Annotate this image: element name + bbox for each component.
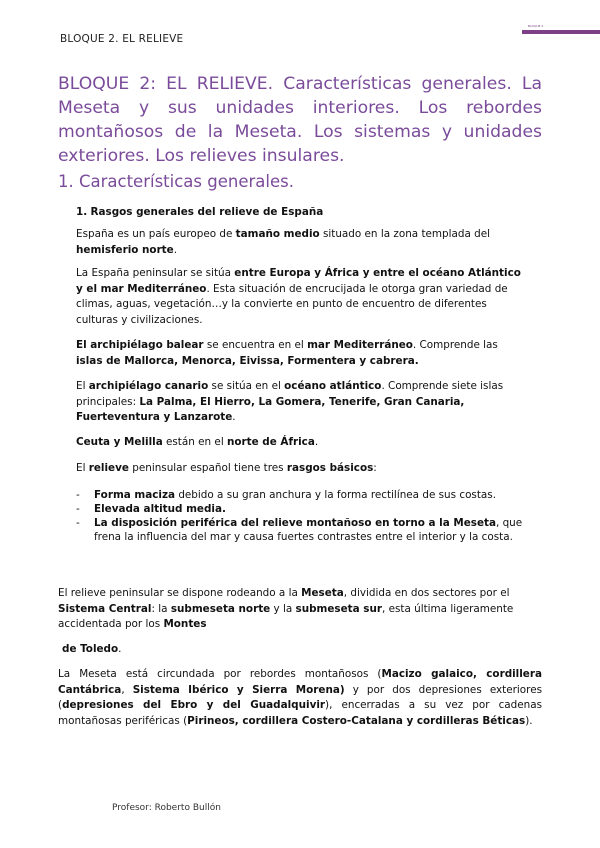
p9-bold-2: Sistema Ibérico y Sierra Morena) [132, 683, 345, 696]
p4-bold-3: La Palma, El Hierro, La Gomera, Tenerife, Gran Canaria, Fuerteventura y Lanzarote [76, 395, 465, 423]
list-item [76, 488, 531, 502]
list-item-3-bold: La disposición periférica del relieve montañoso en torno a la Meseta [94, 517, 496, 529]
p3-bold-2: mar Mediterráneo [307, 339, 413, 351]
list-item-1-text: debido a su gran anchura y la forma rectilínea de sus costas. [175, 489, 497, 501]
features-list [76, 488, 531, 544]
p9-text-f: ). [525, 714, 533, 727]
header-bar-label: BLOQUE 2 [528, 24, 544, 28]
list-item [76, 502, 531, 516]
p1-bold-1: tamaño medio [235, 228, 320, 240]
page-title: BLOQUE 2: EL RELIEVE. Características generales. La Meseta y sus unidades interiores. Los rebordes montañosos de la Meseta. Los sistemas y unidades exteriores. Los relieves insulares. [58, 74, 542, 166]
p1-bold-2: hemisferio norte [76, 243, 174, 256]
p7-bold-2: Sistema Central [58, 602, 152, 615]
paragraph-7 [58, 586, 542, 633]
paragraph-5 [76, 435, 526, 451]
p6-text-d: : [373, 462, 377, 474]
p4-text-e: . [232, 411, 236, 423]
list-item-3-text: , que frena la influencia del mar y causa fuertes contrastes entre el interior y la costa. [94, 517, 523, 543]
p9-bold-3: depresiones del Ebro y del Guadalquivir [62, 699, 326, 711]
p4-text-d: . Comprende siete islas principales: [76, 380, 504, 408]
p1-text-a: España es un país europeo de [76, 228, 236, 240]
p5-text-a: están en el [162, 436, 228, 448]
p4-bold-2: océano atlántico [284, 380, 382, 392]
page-footer: Profesor: Roberto Bullón [112, 803, 221, 813]
list-item-2-bold: Elevada altitud media. [94, 503, 226, 515]
header-accent-bar [522, 30, 600, 34]
p1-text-c: situado en la zona templada del [319, 228, 491, 240]
p6-bold-1: relieve [88, 462, 129, 474]
p7-bold-4: submeseta sur [295, 602, 382, 615]
p7-text-f: , esta última ligeramente accidentada por los [58, 602, 514, 630]
list-item [76, 516, 531, 544]
p2-text-a: La España peninsular se sitúa [76, 267, 235, 279]
paragraph-8 [62, 642, 542, 658]
p7-bold-5: Montes [163, 618, 207, 630]
paragraph-6 [76, 461, 526, 477]
p7-text-d: : la [151, 602, 171, 615]
subheading-text: Rasgos generales del relieve de España [90, 206, 324, 218]
list-dash: - [76, 503, 80, 515]
p4-text-a: El [76, 380, 89, 392]
p7-bold-3: submeseta norte [170, 602, 271, 615]
p2-bold-1: entre Europa y África y entre el océano Atlántico y el mar Mediterráneo [76, 267, 521, 295]
paragraph-3 [76, 338, 526, 369]
p2-text-c: . Esta situación de encrucijada le otorga gran variedad de climas, aguas, vegetación…y la convierte en punto de encuentro de diferentes culturas y civilizaciones. [76, 282, 508, 326]
p9-bold-4: Pirineos, cordillera Costero-Catalana y cordilleras Béticas [187, 714, 526, 727]
p9-text-c: , [121, 683, 133, 696]
list-dash: - [76, 489, 80, 501]
p3-bold-3: islas de Mallorca, Menorca, Eivissa, Formentera y cabrera. [76, 354, 419, 367]
paragraph-4 [76, 379, 526, 426]
p7-text-e: y la [270, 602, 296, 615]
p6-bold-2: rasgos básicos [286, 462, 374, 474]
section-heading: 1. Características generales. [58, 172, 294, 191]
paragraph-2 [76, 266, 526, 328]
p9-text-e: ), encerradas a su vez por cadenas montañosas periféricas ( [58, 699, 542, 727]
p9-bold-1: Macizo galaico, cordillera Cantábrica [58, 668, 542, 696]
p4-bold-1: archipiélago canario [88, 380, 209, 392]
p9-text-d: y por dos depresiones exteriores ( [58, 683, 543, 711]
p1-text-d: . [173, 243, 178, 256]
p3-bold-1: El archipiélago balear [76, 339, 204, 351]
running-header: BLOQUE 2. EL RELIEVE [60, 33, 184, 45]
subheading [76, 205, 323, 221]
list-dash: - [76, 517, 80, 529]
p7-bold-1: Meseta [301, 587, 344, 599]
p5-bold-1: Ceuta y Melilla [76, 436, 163, 448]
p9-text-a: La Meseta está circundada por rebordes montañosos ( [58, 668, 382, 680]
p6-text-a: El [76, 462, 89, 474]
p5-bold-2: norte de África [227, 436, 315, 448]
p3-text-a: se encuentra en el [203, 339, 308, 351]
p7-text-c: , dividida en dos sectores por el [343, 587, 510, 599]
p4-text-c: se sitúa en el [208, 380, 285, 392]
subheading-number: 1. [76, 206, 88, 218]
paragraph-9 [58, 667, 542, 729]
p8-bold-1: de Toledo [62, 643, 119, 655]
p8-text-a: . [118, 643, 122, 655]
paragraph-1 [76, 227, 526, 258]
p6-text-c: peninsular español tiene tres [128, 462, 287, 474]
list-item-1-bold: Forma maciza [94, 489, 176, 501]
p3-text-c: . Comprende las [412, 339, 498, 351]
p5-text-c: . [314, 436, 319, 448]
p7-text-a: El relieve peninsular se dispone rodeando a la [58, 587, 302, 599]
